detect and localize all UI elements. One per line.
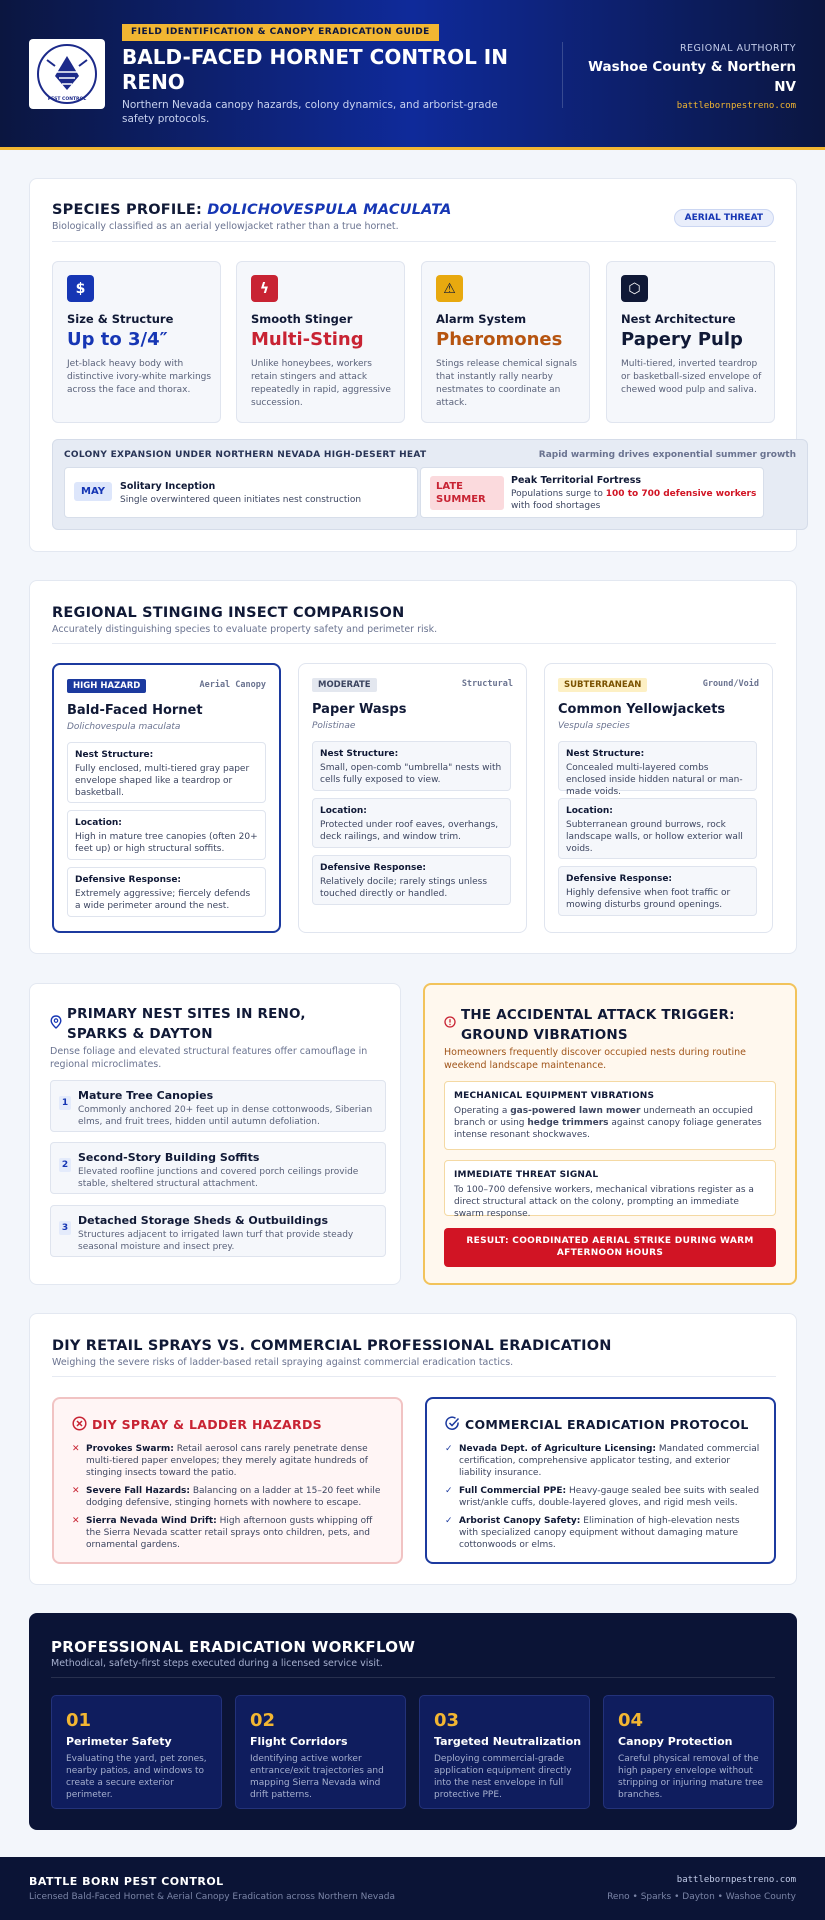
item-description: Elevated roofline junctions and covered porch ceilings provide stable, sheltered structural attachment. (78, 1167, 359, 1189)
feature-highlight: Up to 3/4″ (67, 329, 168, 350)
item-label: Arborist Canopy Safety: (459, 1516, 581, 1526)
diy-vs-commercial-card (29, 1313, 797, 1585)
step-description: Careful physical removal of the high papery envelope without stripping or injuring mature tree branches. (618, 1754, 764, 1800)
feature-card-stinger (236, 261, 405, 423)
mechanical-vibrations-box (444, 1081, 776, 1150)
box-highlight: hedge trimmers (527, 1118, 609, 1128)
field-value: Concealed multi-layered combs enclosed inside hidden natural or man-made voids. (566, 763, 743, 797)
step-title: Canopy Protection (618, 1735, 733, 1748)
step-number: 04 (618, 1710, 644, 1731)
step-title: Targeted Neutralization (434, 1735, 582, 1748)
field-nest-structure (558, 741, 757, 797)
box-description: To 100–700 defensive workers, mechanical vibrations register as a direct structural attack on the colony, prompting an immediate swarm response. (454, 1185, 754, 1219)
nest-sites-subtitle: Dense foliage and elevated structural features offer camouflage in regional microclimates. (50, 1046, 368, 1070)
step-description: Evaluating the yard, pet zones, nearby patios, and windows to create a secure exterior perimeter. (66, 1754, 207, 1800)
feature-card-alarm (421, 261, 590, 423)
habitat-type: Aerial Canopy (199, 680, 266, 690)
stage-tag-late-summer: LATE SUMMER (430, 476, 504, 510)
feature-highlight: Multi-Sting (251, 329, 364, 350)
box-title: IMMEDIATE THREAT SIGNAL (454, 1170, 599, 1180)
hazard-item (72, 1443, 387, 1479)
species-scientific: Vespula species (558, 721, 630, 731)
feature-highlight: Pheromones (436, 329, 563, 350)
nest-sites-card (29, 983, 401, 1285)
section-divider (52, 241, 776, 242)
feature-card-size (52, 261, 221, 423)
field-value: High in mature tree canopies (often 20+ feet up) or high structural soffits. (75, 832, 258, 854)
stage-title: Peak Territorial Fortress (511, 475, 642, 486)
feature-description: Stings release chemical signals that instantly rally nearby nestmates to coordinate an attack. (436, 359, 577, 408)
item-number: 1 (59, 1096, 71, 1110)
check-circle-icon (445, 1416, 460, 1431)
stage-title: Solitary Inception (120, 481, 216, 492)
item-label: Nevada Dept. of Agriculture Licensing: (459, 1444, 657, 1454)
field-label: Defensive Response: (75, 875, 182, 885)
field-defensive-response (558, 866, 757, 916)
step-description: Deploying commercial-grade application equipment directly into the nest envelope in full protective PPE. (434, 1754, 572, 1800)
page-header (0, 0, 825, 150)
workflow-step (419, 1695, 590, 1809)
nest-site-item (50, 1142, 386, 1194)
item-label: Provokes Swarm: (86, 1444, 174, 1454)
feature-title: Alarm System (436, 312, 527, 326)
header-url-link[interactable]: battlebornpestreno.com (676, 101, 796, 111)
item-text: Heavy-gauge sealed bee suits with sealed wrist/ankle cuffs, double-layered gloves, and rigid mesh veils. (459, 1486, 760, 1508)
species-scientific: Polistinae (312, 721, 356, 731)
hazard-item (72, 1485, 387, 1509)
page-subtitle: Northern Nevada canopy hazards, colony dynamics, and arborist-grade safety protocols. (122, 99, 498, 125)
feature-description: Unlike honeybees, workers retain stingers and attack repeatedly in rapid, aggressive succession. (251, 359, 391, 408)
x-mark-icon: ✕ (72, 1444, 80, 1454)
section-divider (52, 643, 776, 644)
page-footer (0, 1857, 825, 1920)
lightning-icon: ϟ (251, 275, 278, 302)
item-label: Full Commercial PPE: (459, 1486, 567, 1496)
feature-title: Size & Structure (67, 312, 174, 326)
hazard-badge: SUBTERRANEAN (558, 678, 647, 692)
authority-label: REGIONAL AUTHORITY (679, 43, 796, 54)
item-text: Retail aerosol cans rarely penetrate dense multi-tiered paper envelopes; they merely agitate hundreds of stinging insects toward the patio. (86, 1444, 368, 1478)
check-mark-icon: ✓ (445, 1516, 453, 1526)
species-name: Paper Wasps (312, 702, 407, 717)
habitat-type: Ground/Void (702, 679, 759, 689)
header-divider (562, 42, 563, 108)
species-name: Common Yellowjackets (558, 702, 726, 717)
field-value: Small, open-comb "umbrella" nests with cells fully exposed to view. (320, 763, 502, 785)
check-mark-icon: ✓ (445, 1444, 453, 1454)
dollar-icon: $ (67, 275, 94, 302)
field-label: Nest Structure: (566, 749, 645, 759)
step-title: Flight Corridors (250, 1735, 348, 1748)
field-nest-structure (312, 741, 511, 791)
item-label: Severe Fall Hazards: (86, 1486, 190, 1496)
box-highlight: gas-powered lawn mower (510, 1106, 641, 1116)
field-value: Protected under roof eaves, overhangs, deck railings, and window trim. (320, 820, 499, 842)
stage-description: Single overwintered queen initiates nest construction (120, 495, 362, 505)
step-number: 01 (66, 1710, 92, 1731)
result-banner: RESULT: COORDINATED AERIAL STRIKE DURING WARM AFTERNOON HOURS (444, 1228, 776, 1267)
alert-circle-icon (444, 1016, 456, 1028)
box-text: against canopy foliage generates intense resonant shockwaves. (454, 1118, 762, 1140)
field-label: Location: (320, 806, 367, 816)
field-location (67, 810, 266, 860)
hornet-logo-icon (35, 42, 99, 106)
feature-title: Nest Architecture (621, 312, 736, 326)
field-label: Nest Structure: (75, 750, 154, 760)
item-text: Mandated commercial certification, comprehensive applicator testing, and exterior liability insurance. (459, 1444, 760, 1478)
feature-description: Jet-black heavy body with distinctive ivory-white markings across the face and thorax. (67, 359, 212, 395)
species-card-yellowjackets (544, 663, 773, 933)
protocol-item (445, 1443, 760, 1479)
authority-value: Washoe County & Northern NV (588, 59, 796, 95)
trigger-subtitle: Homeowners frequently discover occupied nests during routine weekend landscape maintenance. (444, 1047, 747, 1071)
species-title-prefix: SPECIES PROFILE: (52, 202, 202, 218)
workflow-divider (51, 1677, 775, 1678)
hazard-item (72, 1515, 387, 1551)
workflow-subtitle: Methodical, safety-first steps executed during a licensed service visit. (51, 1658, 383, 1669)
species-name: Bald-Faced Hornet (67, 703, 203, 718)
comparison-title: REGIONAL STINGING INSECT COMPARISON (52, 605, 405, 621)
field-nest-structure (67, 742, 266, 803)
company-logo[interactable] (29, 39, 105, 109)
stage-desc-highlight: 100 to 700 defensive workers (605, 489, 757, 499)
protocol-item (445, 1485, 760, 1509)
colony-expansion-panel (52, 439, 808, 530)
x-mark-icon: ✕ (72, 1516, 80, 1526)
box-title: MECHANICAL EQUIPMENT VIBRATIONS (454, 1091, 655, 1101)
stage-desc-text: with food shortages (511, 501, 601, 511)
species-card-bald-faced-hornet (52, 663, 281, 933)
page-title: BALD-FACED HORNET CONTROL IN RENO (122, 45, 508, 94)
colony-stage-inception (64, 467, 418, 518)
item-label: Sierra Nevada Wind Drift: (86, 1516, 217, 1526)
item-number: 3 (59, 1221, 71, 1235)
workflow-step (51, 1695, 222, 1809)
box-description (454, 1105, 766, 1141)
workflow-step (235, 1695, 406, 1809)
field-label: Nest Structure: (320, 749, 399, 759)
box-text: Operating a (454, 1106, 511, 1116)
footer-tagline: Licensed Bald-Faced Hornet & Aerial Canopy Eradication across Northern Nevada (29, 1892, 395, 1902)
field-value: Extremely aggressive; fiercely defends a wide perimeter around the nest. (75, 889, 251, 911)
step-number: 03 (434, 1710, 460, 1731)
trigger-title: THE ACCIDENTAL ATTACK TRIGGER: GROUND VIBRATIONS (461, 1007, 735, 1043)
item-text: High afternoon gusts whipping off the Sierra Nevada scatter retail sprays onto children, pets, and ornamental gardens. (86, 1516, 373, 1550)
feature-title: Smooth Stinger (251, 312, 353, 326)
colony-title: COLONY EXPANSION UNDER NORTHERN NEVADA HIGH-DESERT HEAT (64, 450, 427, 460)
aerial-threat-badge: AERIAL THREAT (674, 209, 774, 227)
comparison-subtitle: Accurately distinguishing species to evaluate property safety and perimeter risk. (52, 624, 438, 635)
item-text: Balancing on a ladder at 15–20 feet while dodging defensive, stinging hornets with nowhere to escape. (86, 1486, 381, 1508)
hazard-badge: HIGH HAZARD (67, 679, 146, 693)
field-value: Fully enclosed, multi-tiered gray paper envelope shaped like a teardrop or basketball. (75, 764, 250, 798)
x-mark-icon: ✕ (72, 1486, 80, 1496)
species-card-paper-wasps (298, 663, 527, 933)
hazard-badge: MODERATE (312, 678, 377, 692)
authority-block (566, 43, 796, 111)
nest-site-item (50, 1080, 386, 1132)
species-subtitle: Biologically classified as an aerial yellowjacket rather than a true hornet. (52, 221, 399, 232)
item-number: 2 (59, 1158, 71, 1172)
attack-trigger-card (423, 983, 797, 1285)
species-scientific: Dolichovespula maculata (67, 722, 181, 732)
workflow-title: PROFESSIONAL ERADICATION WORKFLOW (51, 1638, 416, 1656)
eradication-workflow-section (29, 1613, 797, 1830)
species-profile-card (29, 178, 797, 552)
step-number: 02 (250, 1710, 276, 1731)
habitat-type: Structural (461, 679, 513, 689)
item-title: Detached Storage Sheds & Outbuildings (78, 1214, 329, 1227)
field-value: Subterranean ground burrows, rock landscape walls, or hollow exterior wall voids. (566, 820, 743, 854)
diy-hazards-panel (52, 1397, 403, 1564)
field-label: Defensive Response: (566, 874, 673, 884)
field-defensive-response (312, 855, 511, 905)
item-title: Mature Tree Canopies (78, 1089, 214, 1102)
item-title: Second-Story Building Soffits (78, 1151, 260, 1164)
footer-brand: BATTLE BORN PEST CONTROL (29, 1875, 224, 1888)
field-label: Location: (566, 806, 613, 816)
colony-stage-peak (420, 467, 764, 518)
threat-signal-box (444, 1160, 776, 1219)
footer-locations: Reno • Sparks • Dayton • Washoe County (607, 1892, 796, 1902)
footer-url-link[interactable]: battlebornpestreno.com (676, 1875, 796, 1885)
species-title (52, 202, 452, 218)
diy-subtitle: Weighing the severe risks of ladder-based retail spraying against commercial eradication tactics. (52, 1357, 514, 1368)
warning-icon: ⚠ (436, 275, 463, 302)
location-pin-icon (50, 1015, 62, 1029)
field-location (558, 798, 757, 859)
field-value: Highly defensive when foot traffic or mowing disturbs ground openings. (566, 888, 731, 910)
nest-sites-title: PRIMARY NEST SITES IN RENO, SPARKS & DAYTON (67, 1006, 306, 1042)
item-text: Elimination of high-elevation nests with specialized canopy equipment without damaging mature cottonwoods or elms. (459, 1516, 740, 1550)
box-text: underneath an occupied branch or using (454, 1106, 753, 1128)
stage-description (511, 488, 759, 512)
x-circle-icon (72, 1416, 87, 1431)
commercial-protocol-panel (425, 1397, 776, 1564)
comparison-card (29, 580, 797, 954)
field-defensive-response (67, 867, 266, 917)
svg-text:PEST CONTROL: PEST CONTROL (47, 97, 87, 102)
field-label: Defensive Response: (320, 863, 427, 873)
feature-description: Multi-tiered, inverted teardrop or basketball-sized envelope of chewed wood pulp and saliva. (621, 359, 762, 395)
field-value: Relatively docile; rarely stings unless touched directly or handled. (320, 877, 488, 899)
panel-title: COMMERCIAL ERADICATION PROTOCOL (465, 1417, 749, 1432)
nest-site-item (50, 1205, 386, 1257)
stage-tag-may: MAY (74, 482, 112, 501)
panel-title: DIY SPRAY & LADDER HAZARDS (92, 1417, 322, 1432)
guide-badge: FIELD IDENTIFICATION & CANOPY ERADICATION GUIDE (122, 24, 439, 41)
workflow-step (603, 1695, 774, 1809)
hexagon-icon: ⬡ (621, 275, 648, 302)
item-description: Structures adjacent to irrigated lawn turf that provide steady seasonal moisture and insect prey. (78, 1230, 354, 1252)
colony-note: Rapid warming drives exponential summer growth (538, 450, 796, 460)
stage-desc-text: Populations surge to (511, 489, 606, 499)
step-description: Identifying active worker entrance/exit trajectories and mapping Sierra Nevada wind drift patterns. (250, 1754, 384, 1800)
field-location (312, 798, 511, 848)
species-title-scientific: DOLICHOVESPULA MACULATA (207, 202, 452, 218)
feature-card-nest (606, 261, 775, 423)
diy-title: DIY RETAIL SPRAYS VS. COMMERCIAL PROFESSIONAL ERADICATION (52, 1338, 612, 1354)
item-description: Commonly anchored 20+ feet up in dense cottonwoods, Siberian elms, and fruit trees, hidden until autumn defoliation. (78, 1105, 373, 1127)
feature-highlight: Papery Pulp (621, 329, 743, 350)
field-label: Location: (75, 818, 122, 828)
step-title: Perimeter Safety (66, 1735, 172, 1748)
check-mark-icon: ✓ (445, 1486, 453, 1496)
section-divider (52, 1376, 776, 1377)
protocol-item (445, 1515, 760, 1551)
